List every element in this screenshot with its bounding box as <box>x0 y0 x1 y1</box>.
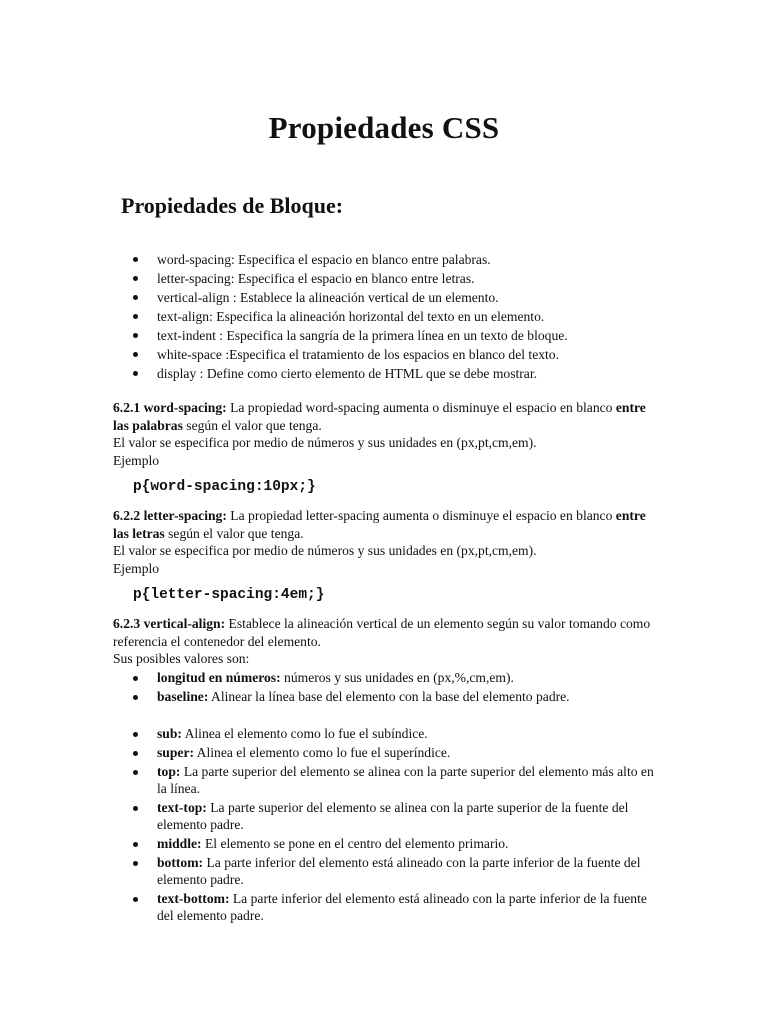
list-item: text-align: Especifica la alineación horizontal del texto en un elemento. <box>130 307 568 326</box>
vertical-align-paragraph <box>113 615 653 650</box>
vertical-align-values-list <box>130 669 655 926</box>
value-desc: La parte inferior del elemento está alineado con la parte inferior de la fuente del elemento padre. <box>157 891 647 923</box>
letter-spacing-paragraph <box>113 507 653 542</box>
word-spacing-section <box>113 399 653 469</box>
value-desc: Alinear la línea base del elemento con la base del elemento padre. <box>208 689 570 704</box>
letter-spacing-section <box>113 507 653 577</box>
value-term: super: <box>157 745 195 760</box>
list-item <box>130 835 655 852</box>
letter-spacing-units: El valor se especifica por medio de números y sus unidades en (px,pt,cm,em). <box>113 543 537 558</box>
value-desc: La parte superior del elemento se alinea con la parte superior de la fuente del elemento padre. <box>157 800 629 832</box>
letter-spacing-text-b: según el valor que tenga. <box>164 525 304 541</box>
word-spacing-text-b: según el valor que tenga. <box>182 417 322 433</box>
list-item <box>130 725 655 742</box>
list-item <box>130 890 655 924</box>
vertical-align-heading: 6.2.3 vertical-align: <box>113 616 226 631</box>
letter-spacing-text-a: La propiedad letter-spacing aumenta o disminuye el espacio en blanco <box>226 508 616 523</box>
word-spacing-units: El valor se especifica por medio de números y sus unidades en (px,pt,cm,em). <box>113 435 537 450</box>
list-item: text-indent : Especifica la sangría de la primera línea en un texto de bloque. <box>130 326 568 345</box>
word-spacing-emphasis: entre las palabras <box>113 400 646 433</box>
list-item <box>130 688 655 705</box>
list-item: word-spacing: Especifica el espacio en blanco entre palabras. <box>130 250 568 269</box>
list-item: vertical-align : Establece la alineación vertical de un elemento. <box>130 288 568 307</box>
letter-spacing-emphasis: entre las letras <box>113 508 646 541</box>
value-desc: La parte inferior del elemento está alineado con la parte inferior de la fuente del elemento padre. <box>157 855 641 887</box>
value-desc: Alinea el elemento como lo fue el subíndice. <box>181 726 428 741</box>
list-item <box>130 763 655 797</box>
list-item <box>130 854 655 888</box>
word-spacing-example-label: Ejemplo <box>113 452 160 468</box>
word-spacing-paragraph <box>113 399 653 434</box>
list-item: letter-spacing: Especifica el espacio en blanco entre letras. <box>130 269 568 288</box>
value-desc: números y sus unidades en (px,%,cm,em). <box>280 670 514 685</box>
list-item: white-space :Especifica el tratamiento de los espacios en blanco del texto. <box>130 345 568 364</box>
vertical-align-text: Establece la alineación vertical de un elemento según su valor tomando como referencia el contenedor del elemento. <box>113 616 651 649</box>
properties-list <box>130 250 568 383</box>
value-desc: Alinea el elemento como lo fue el superíndice. <box>194 745 451 760</box>
letter-spacing-example-label: Ejemplo <box>113 560 160 576</box>
word-spacing-heading: 6.2.1 word-spacing: <box>113 400 227 415</box>
value-term: bottom: <box>157 855 204 870</box>
word-spacing-code: p{word-spacing:10px;} <box>133 479 316 495</box>
list-item: display : Define como cierto elemento de HTML que se debe mostrar. <box>130 364 568 383</box>
page-title: Propiedades CSS <box>268 110 500 145</box>
value-desc: La parte superior del elemento se alinea con la parte superior del elemento más alto en la línea. <box>157 764 654 796</box>
vertical-align-values-intro: Sus posibles valores son: <box>113 651 250 666</box>
letter-spacing-heading: 6.2.2 letter-spacing: <box>113 508 227 523</box>
value-term: sub: <box>157 726 182 741</box>
value-term: longitud en números: <box>157 670 281 685</box>
word-spacing-text-a: La propiedad word-spacing aumenta o disminuye el espacio en blanco <box>226 400 616 415</box>
value-term: middle: <box>157 836 202 851</box>
value-term: text-top: <box>157 800 207 815</box>
vertical-align-section <box>113 615 653 668</box>
list-item <box>130 669 655 686</box>
list-item <box>130 799 655 833</box>
letter-spacing-code: p{letter-spacing:4em;} <box>133 587 325 603</box>
value-term: text-bottom: <box>157 891 230 906</box>
section-subtitle: Propiedades de Bloque: <box>121 193 344 218</box>
value-term: top: <box>157 764 181 779</box>
list-item <box>130 744 655 761</box>
value-desc: El elemento se pone en el centro del elemento primario. <box>201 836 509 851</box>
value-term: baseline: <box>157 689 209 704</box>
